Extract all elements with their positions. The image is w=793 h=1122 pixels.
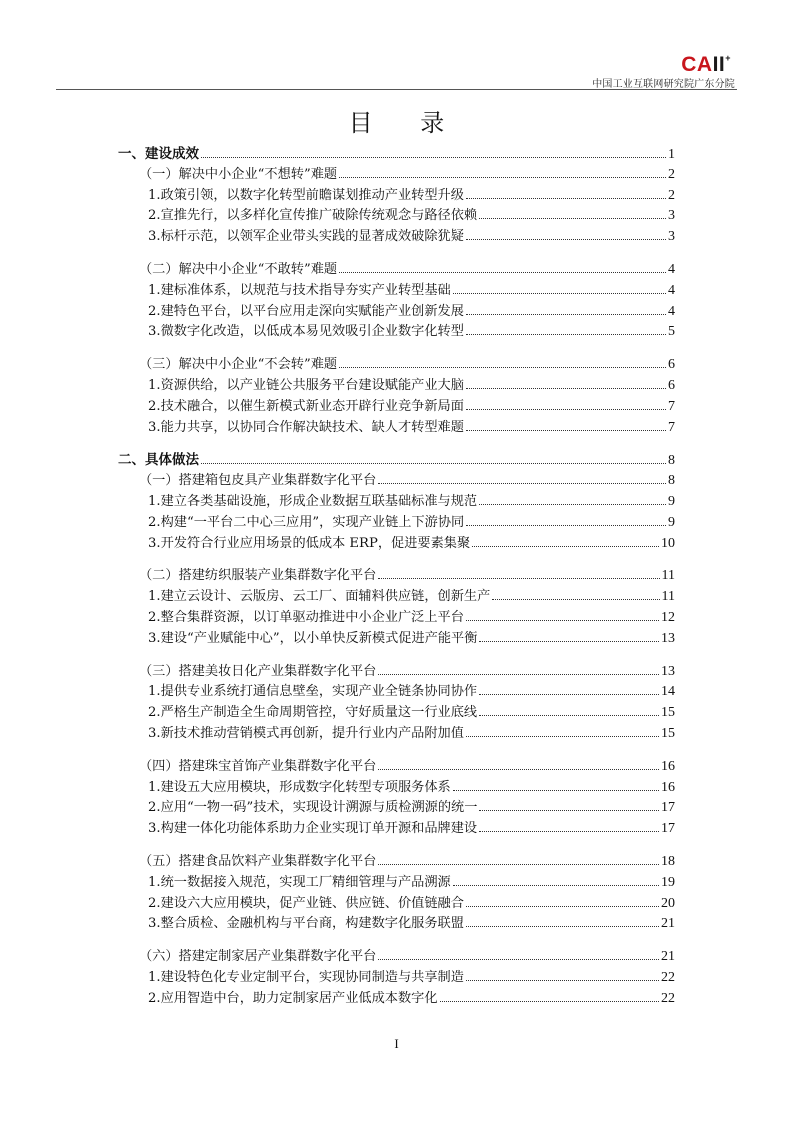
toc-item[interactable] — [118, 322, 675, 342]
toc-leader-dots — [339, 177, 666, 178]
header-logo — [681, 54, 731, 75]
toc-entry-page: 3 — [668, 229, 675, 245]
toc-item[interactable] — [118, 186, 675, 206]
toc-item[interactable] — [118, 968, 675, 988]
toc-subsection[interactable] — [118, 471, 675, 491]
toc-entry-page: 2 — [668, 166, 675, 182]
toc-entry-title: 二、具体做法 — [118, 452, 199, 469]
toc-section[interactable] — [118, 450, 675, 471]
toc-entry-page: 9 — [668, 494, 675, 509]
toc-leader-dots — [479, 810, 659, 811]
toc-leader-dots — [479, 218, 666, 219]
toc-item[interactable] — [118, 608, 675, 628]
toc-item[interactable] — [118, 534, 675, 554]
toc-item[interactable] — [118, 227, 675, 247]
toc-subsection[interactable] — [118, 947, 675, 967]
toc-leader-dots — [453, 293, 666, 294]
toc-leader-dots — [466, 314, 666, 315]
toc-item[interactable] — [118, 629, 675, 649]
toc-entry-page: 15 — [661, 705, 675, 721]
toc-leader-dots — [472, 546, 659, 547]
toc-leader-dots — [466, 906, 659, 907]
toc-leader-dots — [466, 980, 659, 981]
toc-leader-dots — [339, 272, 666, 273]
toc-entry-title: 1.提供专业系统打通信息壁垒，实现产业全链条协同协作 — [148, 684, 478, 700]
toc-subsection[interactable] — [118, 662, 675, 682]
toc-entry-title: （六）搭建定制家居产业集群数字化平台 — [139, 949, 377, 965]
toc-entry-title: 2.宣推先行，以多样化宣传推广破除传统观念与路径依赖 — [148, 208, 478, 224]
toc-entry-title: 一、建设成效 — [118, 146, 199, 162]
toc-item[interactable] — [118, 798, 675, 818]
toc-item[interactable] — [118, 894, 675, 914]
toc-item[interactable] — [118, 989, 675, 1009]
toc-entry-title: （二）解决中小企业“不敢转”难题 — [139, 262, 338, 277]
toc-item[interactable] — [118, 778, 675, 798]
toc-entry-title: 1.建立各类基础设施，形成企业数据互联基础标准与规范 — [148, 494, 478, 509]
toc-item[interactable] — [118, 206, 675, 226]
logo-tail: II — [712, 53, 726, 76]
toc-entry-title: 3.建设“产业赋能中心”，以小单快反新模式促进产能平衡 — [148, 630, 478, 646]
toc-leader-dots — [479, 831, 659, 832]
toc-item[interactable] — [118, 513, 675, 533]
toc-leader-dots — [440, 1001, 659, 1002]
toc-item[interactable] — [118, 819, 675, 839]
toc-leader-dots — [479, 504, 666, 505]
toc-entry-title: 1.建立云设计、云版房、云工厂、面辅料供应链，创新生产 — [148, 589, 491, 605]
toc-entry-page: 10 — [661, 535, 675, 551]
toc-subsection[interactable] — [118, 566, 675, 586]
toc-entry-page: 2 — [668, 187, 675, 203]
toc-leader-dots — [466, 926, 659, 927]
toc-leader-dots — [466, 409, 666, 410]
toc-leader-dots — [339, 367, 666, 368]
toc-item[interactable] — [118, 281, 675, 301]
toc-entry-title: （五）搭建食品饮料产业集群数字化平台 — [139, 854, 377, 869]
toc-leader-dots — [378, 578, 659, 579]
toc-entry-page: 11 — [661, 589, 675, 605]
toc-leader-dots — [201, 463, 666, 464]
toc-entry-page: 7 — [668, 398, 675, 414]
toc-item[interactable] — [118, 376, 675, 396]
toc-entry-page: 8 — [668, 473, 675, 489]
toc-entry-page: 3 — [668, 208, 675, 224]
toc-entry-page: 12 — [661, 610, 675, 625]
toc-item[interactable] — [118, 418, 675, 438]
toc-entry-title: 3.整合质检、金融机构与平台商，构建数字化服务联盟 — [148, 916, 464, 932]
toc-leader-dots — [201, 157, 666, 158]
toc-leader-dots — [466, 620, 659, 621]
toc-subsection[interactable] — [118, 260, 675, 280]
toc-entry-title: 2.严格生产制造全生命周期管控，守好质量这一行业底线 — [148, 705, 478, 721]
toc-leader-dots — [378, 483, 666, 484]
toc-leader-dots — [479, 694, 659, 695]
toc-entry-title: 1.资源供给，以产业链公共服务平台建设赋能产业大脑 — [148, 378, 464, 393]
toc-entry-page: 19 — [661, 874, 675, 890]
toc-item[interactable] — [118, 724, 675, 744]
toc-entry-title: 3.微数字化改造，以低成本易见效吸引企业数字化转型 — [148, 324, 464, 340]
toc-entry-title: 1.建设五大应用模块，形成数字化转型专项服务体系 — [148, 779, 451, 795]
toc-entry-page: 4 — [668, 303, 675, 319]
toc-leader-dots — [466, 239, 666, 240]
toc-entry-page: 1 — [668, 147, 675, 162]
toc-item[interactable] — [118, 703, 675, 723]
toc-leader-dots — [466, 525, 666, 526]
toc-entry-title: 2.技术融合，以催生新模式新业态开辟行业竞争新局面 — [148, 398, 464, 414]
toc-entry-page: 21 — [661, 949, 675, 965]
toc-entry-page: 22 — [661, 990, 675, 1006]
toc-section[interactable] — [118, 144, 675, 165]
toc-entry-title: 2.整合集群资源，以订单驱动推进中小企业广泛上平台 — [148, 610, 464, 625]
logo-sup: + — [725, 53, 731, 63]
toc-leader-dots — [479, 641, 659, 642]
toc-entry-page: 6 — [668, 378, 675, 393]
toc-leader-dots — [453, 790, 659, 791]
toc-subsection[interactable] — [118, 355, 675, 375]
toc-item[interactable] — [118, 492, 675, 512]
toc-entry-title: 2.构建“一平台二中心三应用”，实现产业链上下游协同 — [148, 514, 465, 530]
toc-entry-title: （二）搭建纺织服装产业集群数字化平台 — [139, 568, 377, 584]
toc-entry-page: 5 — [668, 324, 675, 340]
toc-entry-page: 8 — [668, 453, 675, 469]
toc-entry-page: 16 — [661, 758, 675, 774]
toc-leader-dots — [378, 674, 659, 675]
toc-item[interactable] — [118, 302, 675, 322]
header-divider — [56, 89, 737, 90]
toc-entry-page: 16 — [661, 779, 675, 795]
toc-entry-title: 3.构建一体化功能体系助力企业实现订单开源和品牌建设 — [148, 821, 478, 837]
toc-item[interactable] — [118, 587, 675, 607]
toc-entry-title: 3.标杆示范，以领军企业带头实践的显著成效破除犹疑 — [148, 229, 464, 245]
toc-entry-page: 6 — [668, 357, 675, 373]
page-title: 目 录 — [348, 109, 465, 137]
toc-leader-dots — [466, 430, 666, 431]
toc-leader-dots — [378, 769, 659, 770]
toc-entry-page: 22 — [661, 970, 675, 985]
toc-entry-page: 17 — [661, 821, 675, 837]
toc-leader-dots — [479, 715, 659, 716]
header-org-name: 中国工业互联网研究院广东分院 — [592, 79, 735, 90]
toc-entry-title: 2.应用智造中台，助力定制家居产业低成本数字化 — [148, 990, 438, 1006]
toc-entry-page: 13 — [661, 663, 675, 679]
toc-entry-page: 14 — [661, 684, 675, 700]
toc-leader-dots — [466, 388, 666, 389]
toc-entry-title: 3.新技术推动营销模式再创新，提升行业内产品附加值 — [148, 726, 464, 741]
toc-item[interactable] — [118, 397, 675, 417]
toc-leader-dots — [378, 959, 659, 960]
toc-entry-title: 1.建设特色化专业定制平台，实现协同制造与共享制造 — [148, 970, 464, 985]
toc-entry-title: 1.政策引领，以数字化转型前瞻谋划推动产业转型升级 — [148, 187, 464, 203]
toc-item[interactable] — [118, 873, 675, 893]
toc-item[interactable] — [118, 914, 675, 934]
toc-entry-title: 1.统一数据接入规范，实现工厂精细管理与产品溯源 — [148, 874, 451, 890]
toc-leader-dots — [492, 599, 659, 600]
toc-entry-title: （三）解决中小企业“不会转”难题 — [139, 357, 338, 373]
toc-entry-title: 3.能力共享，以协同合作解决缺技术、缺人才转型难题 — [148, 419, 464, 435]
toc-entry-page: 21 — [661, 916, 675, 932]
toc-subsection[interactable] — [118, 852, 675, 872]
toc-entry-title: （三）搭建美妆日化产业集群数字化平台 — [139, 663, 377, 679]
toc-entry-page: 7 — [668, 419, 675, 435]
toc-entry-title: 1.建标准体系，以规范与技术指导夯实产业转型基础 — [148, 282, 451, 298]
toc-entry-title: （一）搭建箱包皮具产业集群数字化平台 — [139, 473, 377, 489]
toc-entry-title: 3.开发符合行业应用场景的低成本 ERP，促进要素集聚 — [148, 535, 471, 551]
toc-entry-page: 13 — [661, 630, 675, 646]
toc-entry-title: （四）搭建珠宝首饰产业集群数字化平台 — [139, 758, 377, 774]
toc-entry-title: 2.建特色平台，以平台应用走深向实赋能产业创新发展 — [148, 303, 464, 319]
toc-leader-dots — [378, 864, 659, 865]
page-number: I — [394, 1036, 399, 1051]
toc-entry-page: 4 — [668, 282, 675, 298]
toc-item[interactable] — [118, 682, 675, 702]
toc-subsection[interactable] — [118, 165, 675, 185]
toc-entry-title: 2.建设六大应用模块，促产业链、供应链、价值链融合 — [148, 895, 464, 911]
toc-entry-page: 15 — [661, 726, 675, 741]
toc-leader-dots — [453, 885, 659, 886]
toc-entry-title: 2.应用“一物一码”技术，实现设计溯源与质检溯源的统一 — [148, 800, 478, 816]
toc-entry-page: 4 — [668, 262, 675, 277]
toc-entry-page: 9 — [668, 514, 675, 530]
toc-entry-page: 17 — [661, 800, 675, 816]
toc-subsection[interactable] — [118, 757, 675, 777]
toc-entry-title: （一）解决中小企业“不想转”难题 — [139, 166, 338, 182]
toc-entry-page: 11 — [661, 568, 675, 584]
toc-leader-dots — [466, 334, 666, 335]
toc-entry-page: 20 — [661, 895, 675, 911]
toc-leader-dots — [466, 736, 659, 737]
logo-main: CA — [681, 53, 713, 76]
toc-entry-page: 18 — [661, 854, 675, 869]
toc-leader-dots — [466, 198, 666, 199]
